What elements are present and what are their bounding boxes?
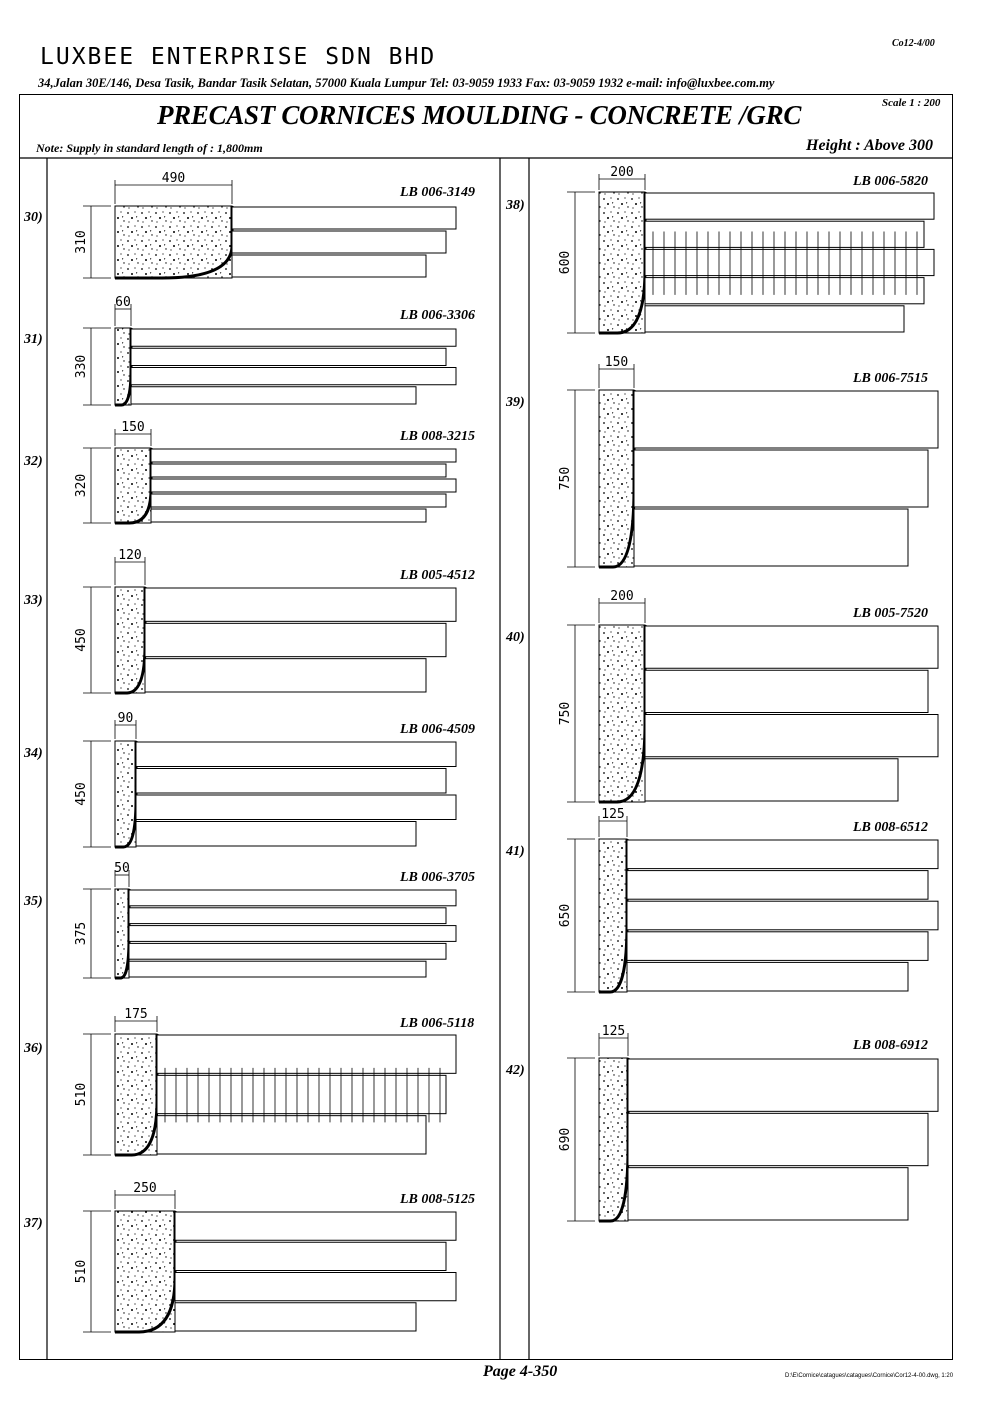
moulding-band: [645, 221, 924, 247]
item-number: 36): [24, 1041, 43, 1056]
moulding-band: [634, 450, 928, 507]
item-number: 33): [24, 593, 43, 608]
section-profile: [115, 1211, 175, 1332]
height-category: Height : Above 300: [806, 137, 933, 154]
moulding-band: [136, 742, 456, 767]
cornice-38: [599, 192, 934, 333]
moulding-band: [645, 759, 898, 801]
width-dimension-label: 150: [121, 420, 145, 435]
height-dimension-label: 510: [74, 1082, 89, 1107]
moulding-band: [634, 509, 908, 566]
moulding-band: [145, 659, 426, 692]
moulding-band: [645, 670, 928, 712]
moulding-band: [175, 1242, 446, 1270]
moulding-band: [131, 329, 456, 346]
product-code: LB 006-7515: [853, 371, 929, 386]
supply-note: Note: Supply in standard length of : 1,800mm: [36, 141, 263, 155]
page-title: PRECAST CORNICES MOULDING - CONCRETE /GRC: [156, 100, 802, 130]
width-dimension-label: 60: [115, 295, 131, 310]
item-number: 42): [506, 1063, 525, 1078]
width-dimension-label: 125: [601, 807, 625, 822]
item-number: 32): [24, 454, 43, 469]
product-code: LB 006-3705: [400, 870, 476, 885]
moulding-band: [232, 255, 426, 277]
page-number: Page 4-350: [483, 1363, 558, 1380]
cornice-30: [115, 206, 456, 278]
width-dimension-label: 250: [133, 1181, 157, 1196]
item-number: 40): [506, 630, 525, 645]
product-code: LB 006-5820: [853, 174, 929, 189]
height-dimension-label: 650: [558, 903, 573, 928]
height-dimension-label: 320: [74, 473, 89, 498]
product-code: LB 008-6912: [853, 1038, 929, 1053]
height-dimension-label: 600: [558, 250, 573, 275]
product-code: LB 005-4512: [400, 568, 476, 583]
product-code: LB 006-3149: [400, 185, 476, 200]
item-number: 31): [24, 332, 43, 347]
section-profile: [115, 206, 232, 278]
cornice-40: [599, 625, 938, 802]
width-dimension-label: 50: [114, 861, 130, 876]
moulding-band: [131, 368, 456, 385]
item-number: 30): [24, 210, 43, 225]
moulding-band: [627, 901, 938, 930]
height-dimension-label: 750: [558, 701, 573, 726]
product-code: LB 006-5118: [400, 1016, 475, 1031]
moulding-band: [628, 1059, 938, 1111]
moulding-band: [136, 769, 446, 794]
moulding-band: [627, 871, 928, 900]
cornice-33: [115, 587, 456, 693]
moulding-band: [627, 962, 908, 991]
moulding-band: [645, 626, 938, 668]
height-dimension-label: 450: [74, 782, 89, 806]
product-code: LB 008-3215: [400, 429, 476, 444]
cornice-37: [115, 1211, 456, 1332]
width-dimension-label: 175: [124, 1007, 148, 1022]
moulding-band: [136, 795, 456, 820]
moulding-band: [157, 1075, 446, 1113]
moulding-band: [627, 840, 938, 869]
moulding-band: [157, 1035, 456, 1073]
moulding-band: [136, 822, 416, 847]
moulding-band: [151, 509, 426, 522]
moulding-band: [232, 207, 456, 229]
section-profile: [599, 390, 634, 567]
moulding-band: [145, 588, 456, 621]
moulding-band: [129, 908, 446, 924]
moulding-band: [645, 249, 934, 275]
width-dimension-label: 120: [118, 548, 142, 563]
company-address: 34,Jalan 30E/146, Desa Tasik, Bandar Tasik Selatan, 57000 Kuala Lumpur Tel: 03-9059 1933 Fax: 03-9059 1932 e-mail: info@luxbee.com.my: [38, 76, 775, 90]
height-dimension-label: 510: [74, 1259, 89, 1284]
moulding-band: [645, 715, 938, 757]
item-number: 35): [24, 894, 43, 909]
product-code: LB 005-7520: [853, 606, 929, 621]
moulding-band: [645, 193, 934, 219]
moulding-band: [131, 387, 416, 404]
width-dimension-label: 200: [610, 589, 634, 604]
moulding-band: [151, 464, 446, 477]
height-dimension-label: 310: [74, 230, 89, 254]
item-number: 34): [24, 746, 43, 761]
moulding-band: [628, 1113, 928, 1165]
moulding-band: [232, 231, 446, 253]
product-code: LB 006-4509: [400, 722, 476, 737]
width-dimension-label: 200: [610, 165, 634, 180]
file-path: D:\E\Cornice\catagues\catagues\Cornice\Cor12-4-00.dwg, 1:20: [785, 1373, 954, 1379]
item-number: 39): [506, 395, 525, 410]
cornice-35: [115, 889, 456, 978]
width-dimension-label: 125: [601, 1024, 626, 1039]
moulding-band: [645, 306, 904, 332]
cornice-41: [599, 839, 938, 992]
moulding-band: [175, 1212, 456, 1240]
item-number: 41): [506, 844, 525, 859]
section-profile: [599, 625, 645, 802]
cornice-32: [115, 448, 456, 523]
cornice-42: [599, 1058, 938, 1221]
moulding-band: [129, 943, 446, 959]
item-number: 38): [506, 198, 525, 213]
height-dimension-label: 330: [74, 354, 89, 379]
moulding-band: [151, 449, 456, 462]
product-code: LB 006-3306: [400, 308, 476, 323]
section-profile: [599, 192, 645, 333]
product-code: LB 008-6512: [853, 820, 929, 835]
height-dimension-label: 750: [558, 466, 573, 491]
moulding-band: [634, 391, 938, 448]
moulding-band: [129, 926, 456, 942]
product-code: LB 008-5125: [400, 1192, 476, 1207]
moulding-band: [628, 1168, 908, 1220]
moulding-band: [151, 479, 456, 492]
height-dimension-label: 375: [74, 921, 89, 946]
section-profile: [115, 1034, 157, 1155]
moulding-band: [145, 623, 446, 656]
moulding-band: [157, 1116, 426, 1154]
scale-label: Scale 1 : 200: [882, 97, 941, 109]
width-dimension-label: 150: [604, 355, 629, 370]
item-number: 37): [24, 1216, 43, 1231]
moulding-band: [131, 348, 446, 365]
cornice-39: [599, 390, 938, 567]
width-dimension-label: 490: [161, 171, 186, 186]
height-dimension-label: 690: [558, 1127, 573, 1152]
cornice-36: [115, 1034, 456, 1155]
height-dimension-label: 450: [74, 628, 89, 652]
moulding-band: [645, 278, 924, 304]
moulding-band: [175, 1303, 416, 1331]
company-name: LUXBEE ENTERPRISE SDN BHD: [40, 44, 437, 70]
document-reference: Co12-4/00: [892, 38, 935, 49]
moulding-band: [129, 890, 456, 906]
cornice-34: [115, 741, 456, 847]
cornice-31: [115, 328, 456, 405]
moulding-band: [129, 961, 426, 977]
moulding-band: [627, 932, 928, 961]
moulding-band: [151, 494, 446, 507]
moulding-band: [175, 1273, 456, 1301]
width-dimension-label: 90: [117, 711, 134, 726]
